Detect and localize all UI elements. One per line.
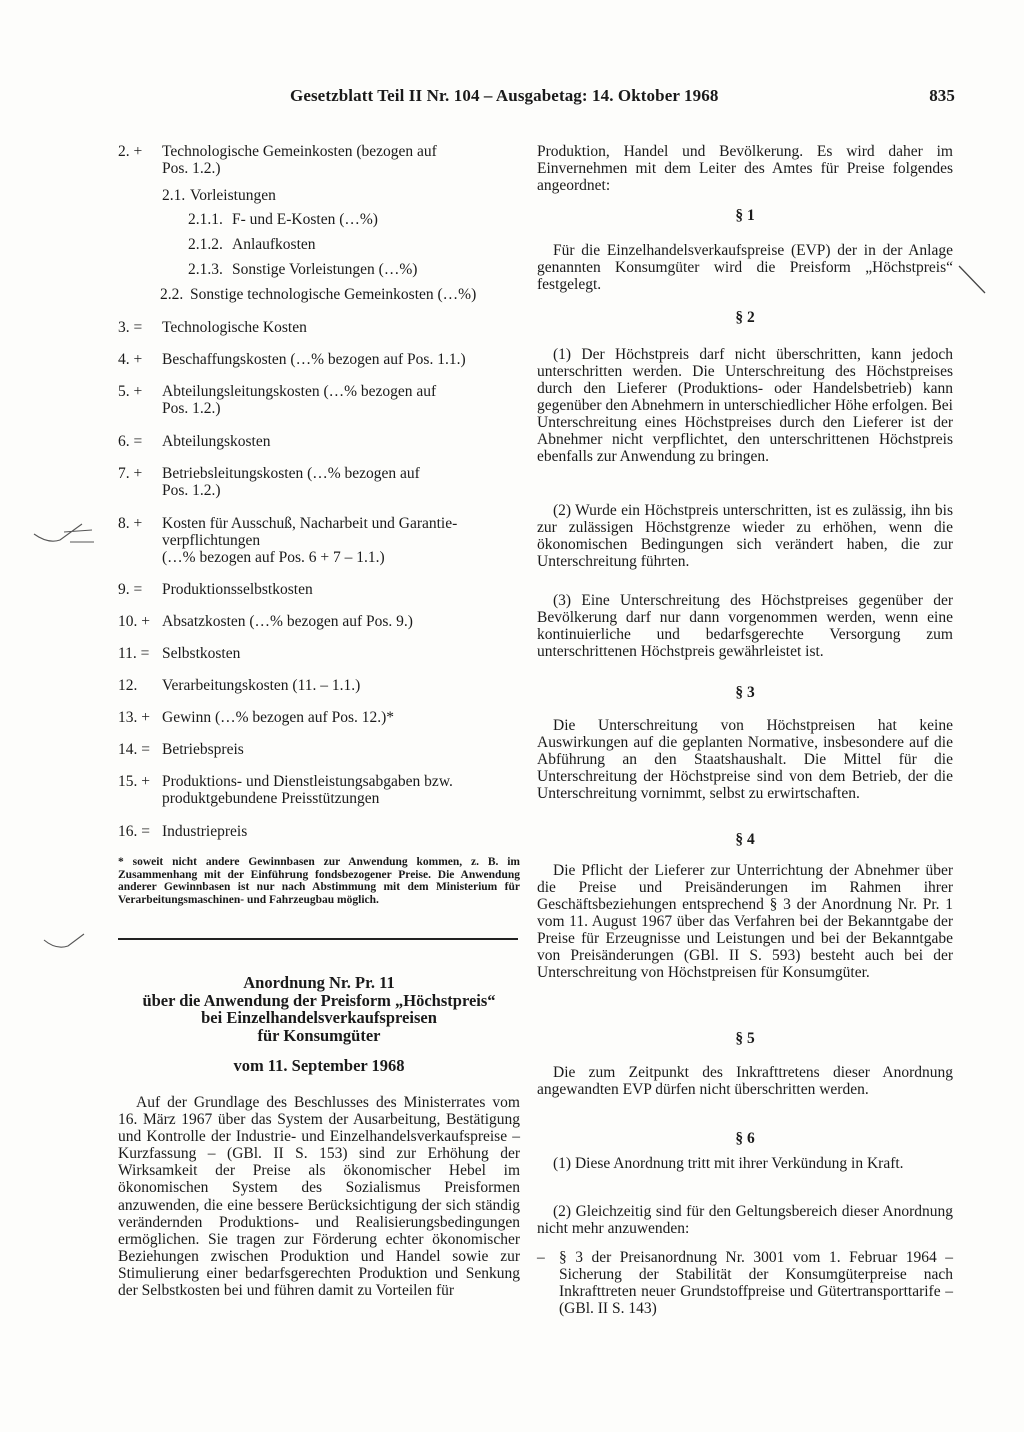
position-text: Absatzkosten (…% bezogen auf Pos. 9.) bbox=[162, 613, 413, 630]
section-2-paragraph-1: (1) Der Höchstpreis darf nicht überschritten, kann jedoch unterschritten werden. Die Unterschreitung des Höchstpreises durch den Lieferer (Produktions- oder Handelsbetrieb) kann gegenüber den Abnehmern in unterschiedlicher Höhe erfolgen. Bei Unterschreitung eines Höchstpreises durch den Lieferer ist der Abnehmer nicht verpflichtet, den unterschrittenen Höchstpreis ebenfalls zur Anwendung zu bringen. bbox=[537, 346, 953, 465]
section-heading-5: § 5 bbox=[735, 1030, 755, 1047]
section-2-paragraph-2: (2) Wurde ein Höchstpreis unterschritten, ist es zulässig, ihn bis zur zulässigen Höchstgrenze wieder zu erhöhen, wenn die ökonomischen Bedingungen sich verändert haben, die zur Unterschreitung führten. bbox=[537, 502, 953, 570]
position-item bbox=[118, 741, 520, 758]
section-6-paragraph-1: (1) Diese Anordnung tritt mit ihrer Verkündung in Kraft. bbox=[553, 1155, 904, 1172]
position-item bbox=[118, 581, 520, 598]
margin-tick-mark bbox=[40, 930, 90, 954]
position-item bbox=[118, 351, 520, 368]
position-number: 7. + bbox=[118, 465, 143, 482]
position-text: Pos. 1.2.) bbox=[162, 400, 221, 417]
anordnung-title-line: Anordnung Nr. Pr. 11 bbox=[243, 973, 395, 992]
position-item bbox=[118, 773, 520, 807]
position-text: Betriebspreis bbox=[162, 741, 244, 758]
position-item bbox=[162, 187, 520, 204]
section-heading-3: § 3 bbox=[735, 684, 755, 701]
position-item bbox=[118, 465, 520, 499]
position-number: 2.1.3. bbox=[188, 261, 223, 278]
position-item bbox=[118, 143, 520, 177]
section-heading-6: § 6 bbox=[735, 1130, 755, 1147]
margin-slash-mark bbox=[955, 262, 991, 298]
position-number: 4. + bbox=[118, 351, 143, 368]
position-item bbox=[118, 433, 520, 450]
running-header bbox=[120, 86, 955, 110]
position-item bbox=[118, 709, 520, 726]
position-number: 11. = bbox=[118, 645, 150, 662]
section-4-text: Die Pflicht der Lieferer zur Unterrichtung der Abnehmer über die Preise und Preisänderungen im Rahmen ihrer Geschäftsbeziehungen entsprechend § 3 der Anordnung Nr. Pr. 1 vom 11. August 1967 über das Verfahren bei der Bekanntgabe der Preise für Erzeugnisse und Leistungen und bei der Bekanntgabe von Preisänderungen (GBl. II S. 593) besteht auch bei der Unterschreitung von Höchstpreisen für Konsumgüter. bbox=[537, 862, 953, 981]
position-text: F- und E-Kosten (…%) bbox=[232, 211, 378, 228]
intro-continuation: Produktion, Handel und Bevölkerung. Es wird daher im Einvernehmen mit dem Leiter des Amtes für Preise folgendes angeordnet: bbox=[537, 143, 953, 194]
header-title: Gesetzblatt Teil II Nr. 104 – Ausgabetag: 14. Oktober 1968 bbox=[290, 86, 719, 105]
position-item bbox=[118, 319, 520, 336]
position-item bbox=[188, 236, 520, 253]
section-heading-2: § 2 bbox=[735, 309, 755, 326]
position-text: Selbstkosten bbox=[162, 645, 241, 662]
margin-check-mark bbox=[30, 520, 100, 554]
section-divider bbox=[118, 938, 518, 940]
position-text: Abteilungsleitungskosten (…% bezogen auf bbox=[162, 383, 437, 400]
position-text: Pos. 1.2.) bbox=[162, 160, 221, 177]
position-text: Produktions- und Dienstleistungsabgaben bzw. bbox=[162, 773, 453, 790]
position-text: (…% bezogen auf Pos. 6 + 7 – 1.1.) bbox=[162, 549, 385, 566]
position-item bbox=[188, 211, 520, 228]
position-number: 15. + bbox=[118, 773, 150, 790]
position-number: 12. bbox=[118, 677, 138, 694]
position-number: 2.1.2. bbox=[188, 236, 223, 253]
position-item bbox=[188, 261, 520, 278]
position-number: 5. + bbox=[118, 383, 143, 400]
repealed-provision-text: § 3 der Preisanordnung Nr. 3001 vom 1. Februar 1964 – Sicherung der Stabilität der Konsumgüterpreise nach Inkrafttreten neuer Grundstoffpreise und Gütertransporttarife – (GBl. II S. 143) bbox=[559, 1249, 953, 1317]
page-number: 835 bbox=[929, 86, 955, 105]
position-number: 16. = bbox=[118, 823, 150, 840]
footnote: * soweit nicht andere Gewinnbasen zur Anwendung kommen, z. B. im Zusammenhang mit der Einführung fondsbezogener Preise. Die Anwendung anderer Gewinnbasen ist nur nach Abstimmung mit dem Ministerium für Verarbeitungsmaschinen- und Fahrzeugbau möglich. bbox=[118, 856, 520, 906]
position-number: 6. = bbox=[118, 433, 143, 450]
position-item bbox=[118, 383, 520, 417]
position-text: Gewinn (…% bezogen auf Pos. 12.)* bbox=[162, 709, 395, 726]
position-item bbox=[118, 515, 520, 566]
position-number: 2. + bbox=[118, 143, 143, 160]
position-text: Sonstige technologische Gemeinkosten (…%) bbox=[190, 286, 477, 303]
position-item bbox=[118, 613, 520, 630]
position-text: Betriebsleitungskosten (…% bezogen auf bbox=[162, 465, 420, 482]
position-text: Anlaufkosten bbox=[232, 236, 316, 253]
section-heading-4: § 4 bbox=[735, 831, 755, 848]
position-number: 2.1. bbox=[162, 187, 186, 204]
position-text: produktgebundene Preisstützungen bbox=[162, 790, 380, 807]
anordnung-date: vom 11. September 1968 bbox=[233, 1056, 405, 1075]
position-text: Industriepreis bbox=[162, 823, 248, 840]
position-number: 3. = bbox=[118, 319, 143, 336]
anordnung-title-line: für Konsumgüter bbox=[257, 1025, 381, 1045]
position-item bbox=[118, 645, 520, 662]
position-text: Kosten für Ausschuß, Nacharbeit und Garantie- bbox=[162, 515, 458, 532]
position-text: Produktionsselbstkosten bbox=[162, 581, 313, 598]
position-number: 13. + bbox=[118, 709, 150, 726]
section-3-text: Die Unterschreitung von Höchstpreisen hat keine Auswirkungen auf die geplanten Normative, insbesondere auf die Abführung an den Staatshaushalt. Die Mittel für die Unterschreitung der Höchstpreise sind von dem Betrieb, der die Unterschreitung vornimmt, selbst zu erwirtschaften. bbox=[537, 717, 953, 802]
position-text: Beschaffungskosten (…% bezogen auf Pos. 1.1.) bbox=[162, 351, 466, 368]
bullet-dash: – bbox=[537, 1249, 545, 1266]
anordnung-title-line: über die Anwendung der Preisform „Höchstpreis“ bbox=[142, 990, 496, 1010]
position-number: 8. + bbox=[118, 515, 143, 532]
position-number: 2.2. bbox=[160, 286, 184, 303]
position-text: Sonstige Vorleistungen (…%) bbox=[232, 261, 418, 278]
section-heading-1: § 1 bbox=[735, 207, 755, 224]
position-number: 14. = bbox=[118, 741, 150, 758]
position-number: 9. = bbox=[118, 581, 143, 598]
section-6-paragraph-2: (2) Gleichzeitig sind für den Geltungsbereich dieser Anordnung nicht mehr anzuwenden: bbox=[537, 1203, 953, 1237]
position-number: 10. + bbox=[118, 613, 150, 630]
position-text: Pos. 1.2.) bbox=[162, 482, 221, 499]
anordnung-title-line: bei Einzelhandelsverkaufspreisen bbox=[201, 1008, 437, 1027]
section-1-text: Für die Einzelhandelsverkaufspreise (EVP) der in der Anlage genannten Konsumgüter wird die Preisform „Höchstpreis“ festgelegt. bbox=[537, 242, 953, 293]
position-text: verpflichtungen bbox=[162, 532, 261, 549]
position-item bbox=[118, 677, 520, 694]
position-item bbox=[160, 286, 520, 303]
section-5-text: Die zum Zeitpunkt des Inkrafttretens dieser Anordnung angewandten EVP dürfen nicht überschritten werden. bbox=[537, 1064, 953, 1098]
repealed-provision-item bbox=[537, 1249, 953, 1317]
section-2-paragraph-3: (3) Eine Unterschreitung des Höchstpreises gegenüber der Bevölkerung darf nur dann vorgenommen werden, wenn eine kontinuierliche und bedarfsgerechte Versorgung zum unterschrittenen Höchstpreis gewährleistet ist. bbox=[537, 592, 953, 660]
position-number: 2.1.1. bbox=[188, 211, 223, 228]
position-item bbox=[118, 823, 520, 840]
anordnung-intro: Auf der Grundlage des Beschlusses des Ministerrates vom 16. März 1967 über das System der Ausarbeitung, Bestätigung und Kontrolle der Industrie- und Einzelhandelsverkaufspreise – Kurzfassung – (GBl. II S. 153) sind zur Erhöhung der Wirksamkeit der Preise als ökonomischer Hebel im ökonomischen System des Sozialismus Preisformen anzuwenden, die eine bessere Berücksichtigung der sich ständig verändernden Produktions- und Realisierungsbedingungen ermöglichen. Sie tragen zur Förderung echter ökonomischer Beziehungen zwischen Produktion und Handel sowie zur Stimulierung einer bedarfsgerechten Produktion und Senkung der Selbstkosten bei und führen damit zu Vorteilen für bbox=[118, 1094, 520, 1300]
position-text: Vorleistungen bbox=[190, 187, 276, 204]
position-text: Technologische Kosten bbox=[162, 319, 307, 336]
anordnung-title bbox=[118, 974, 520, 1044]
position-text: Abteilungskosten bbox=[162, 433, 271, 450]
position-text: Verarbeitungskosten (11. – 1.1.) bbox=[162, 677, 361, 694]
position-text: Technologische Gemeinkosten (bezogen auf bbox=[162, 143, 437, 160]
